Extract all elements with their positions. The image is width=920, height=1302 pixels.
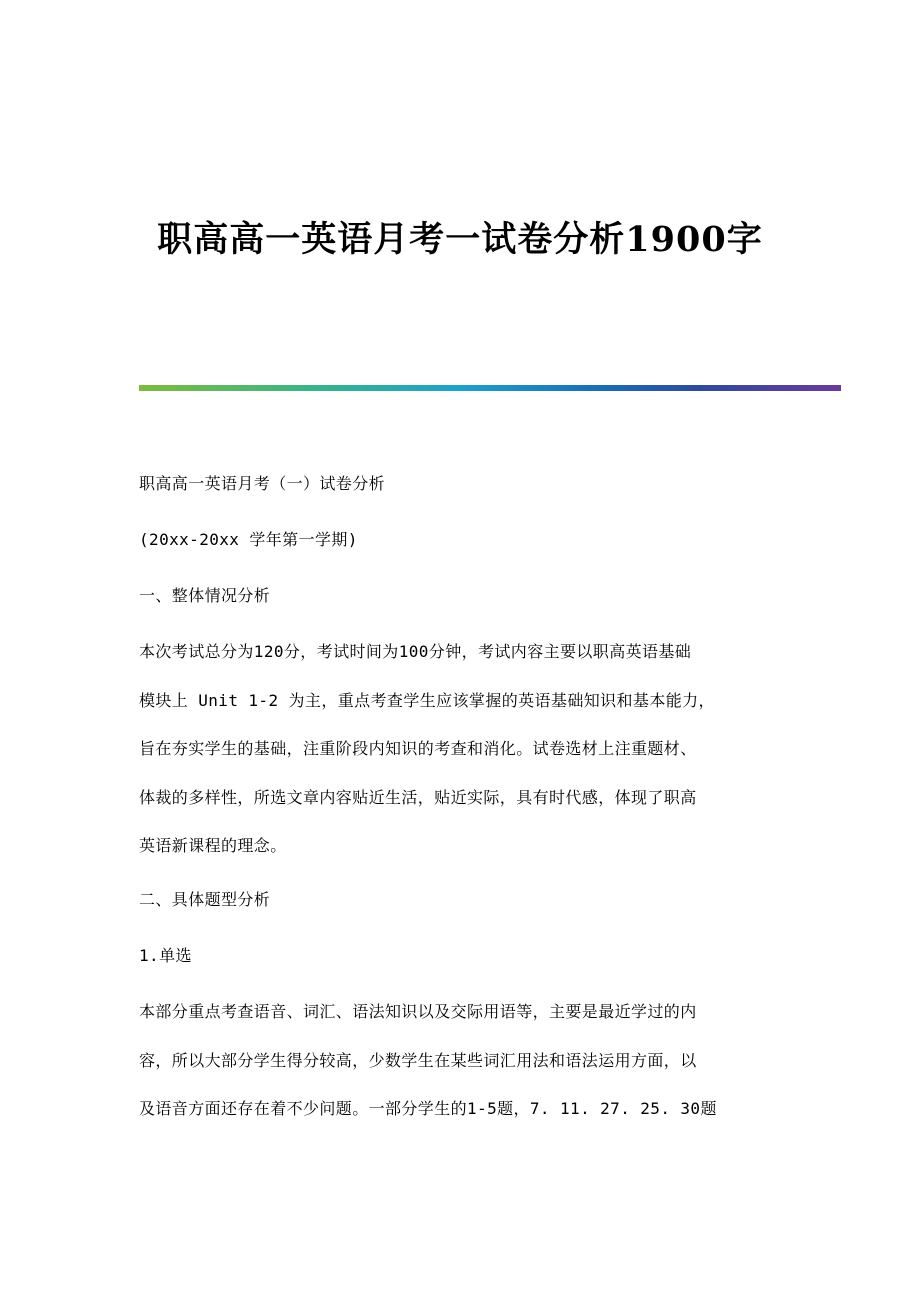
paragraph-line: 本次考试总分为120分，考试时间为100分钟，考试内容主要以职高英语基础 xyxy=(139,642,692,661)
paragraph-line: 容，所以大部分学生得分较高，少数学生在某些词汇用法和语法运用方面，以 xyxy=(139,1050,697,1070)
paragraph-line: 体裁的多样性，所选文章内容贴近生活，贴近实际，具有时代感，体现了职高 xyxy=(139,787,697,807)
section-heading-question-types: 二、具体题型分析 xyxy=(139,890,271,909)
paragraph-line: 模块上 Unit 1-2 为主，重点考查学生应该掌握的英语基础知识和基本能力， xyxy=(139,690,715,710)
paragraph-line: 及语音方面还存在着不少问题。一部分学生的1-5题，7. 11. 27. 25. 30题 xyxy=(139,1099,717,1118)
term-label: (20xx-20xx 学年第一学期) xyxy=(139,530,358,549)
item-heading-single-choice: 1.单选 xyxy=(139,946,192,965)
paragraph-line: 英语新课程的理念。 xyxy=(139,836,287,855)
overview-paragraph xyxy=(139,640,769,883)
paragraph-line: 旨在夯实学生的基础，注重阶段内知识的考查和消化。试卷选材上注重题材、 xyxy=(139,739,697,758)
paragraph-line: 本部分重点考查语音、词汇、语法知识以及交际用语等，主要是最近学过的内 xyxy=(139,1002,697,1021)
document-title: 职高高一英语月考一试卷分析1900字 xyxy=(157,219,763,260)
title-divider xyxy=(139,385,841,391)
single-choice-paragraph xyxy=(139,1000,769,1146)
section-heading-overview: 一、整体情况分析 xyxy=(139,586,271,605)
document-subtitle: 职高高一英语月考（一）试卷分析 xyxy=(139,474,386,493)
